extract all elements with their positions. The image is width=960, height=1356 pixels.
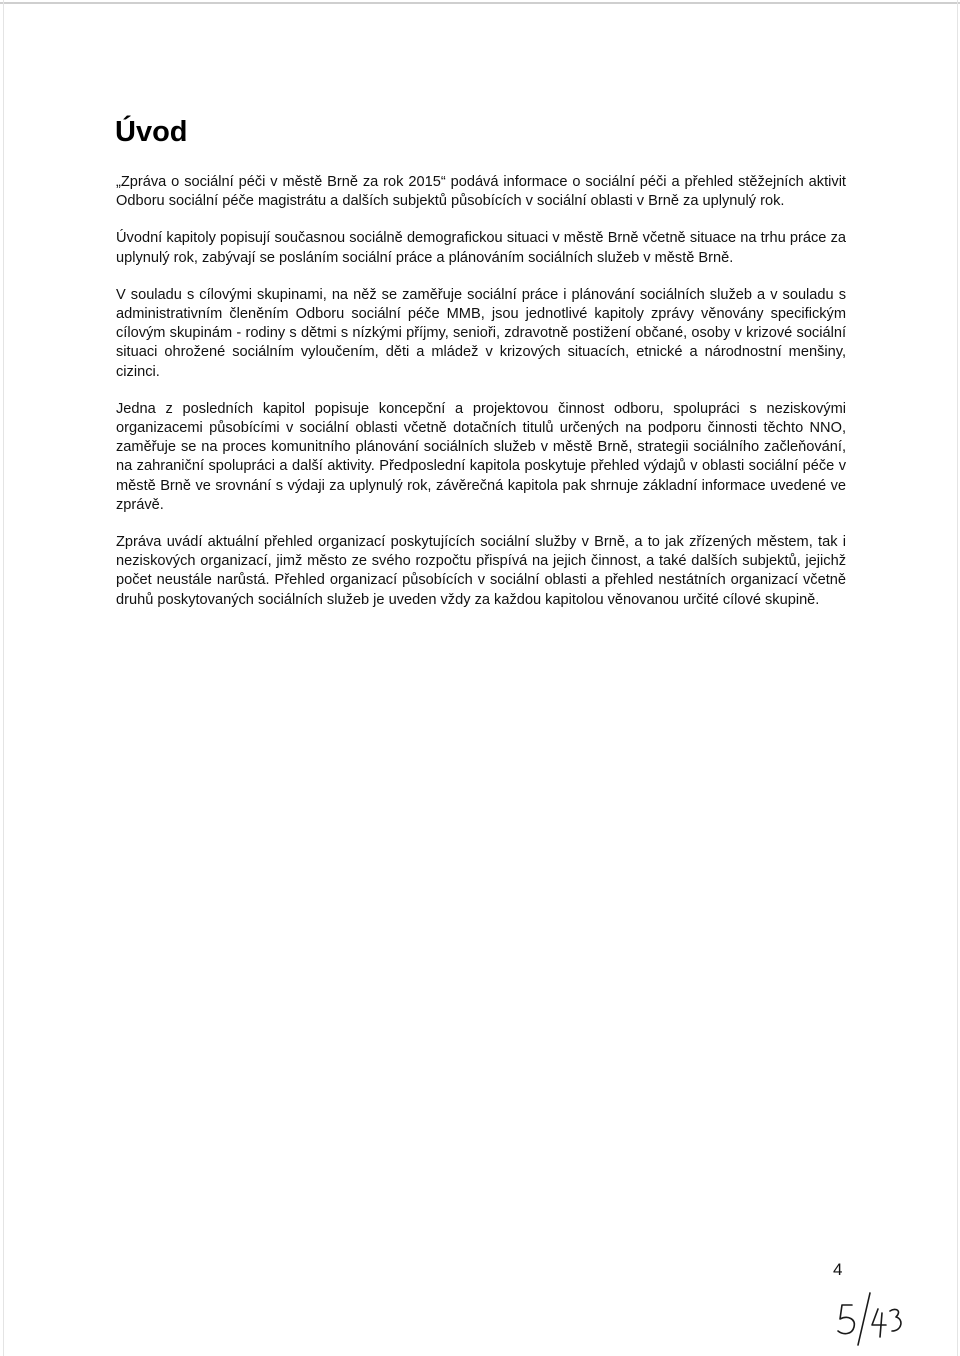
page-title: Úvod bbox=[115, 116, 188, 148]
scan-top-edge bbox=[0, 2, 960, 4]
paragraph-1: „Zpráva o sociální péči v městě Brně za rok 2015“ podává informace o sociální péči a přehled stěžejních aktivit Odboru sociální péče magistrátu a dalších subjektů působících v sociální oblasti v Brně za uplynulý rok. bbox=[116, 174, 846, 210]
paragraph-3: V souladu s cílovými skupinami, na něž se zaměřuje sociální práce i plánování sociálních služeb a v souladu s administrativním členěním Odboru sociální péče MMB, jsou jednotlivé kapitoly zprávy věnovány specifickým cílovým skupinám - rodiny s dětmi s nízkými příjmy, senioři, zdravotně postižení občané, osoby v krizové sociální situaci ohrožené sociálním vyloučením, děti a mládež v krizových situacích, etnické a národnostní menšiny, cizinci. bbox=[116, 286, 846, 380]
scan-left-edge bbox=[3, 0, 4, 1356]
handwritten-page-mark bbox=[830, 1287, 910, 1351]
document-body bbox=[116, 173, 846, 628]
paragraph-4: Jedna z posledních kapitol popisuje koncepční a projektovou činnost odboru, spolupráci s neziskovými organizacemi působícími v sociální oblasti včetně dotačních titulů určených na podporu činnosti těchto NNO, zaměřuje se na proces komunitního plánování sociálních služeb v městě Brně, strategii sociálního začleňování, na zahraniční spolupráci a další aktivity. Předposlední kapitola poskytuje přehled výdajů v oblasti sociální péče v městě Brně ve srovnání s výdaji za uplynulý rok, závěrečná kapitola pak shrnuje základní informace uvedené ve zprávě. bbox=[116, 400, 846, 513]
paragraph-5: Zpráva uvádí aktuální přehled organizací poskytujících sociální služby v Brně, a to jak zřízených městem, tak i neziskových organizací, jimž město ze svého rozpočtu přispívá na jejich činnost, a také dalších subjektů, jejichž počet neustále narůstá. Přehled organizací působících v sociální oblasti a přehled nestátních organizací včetně druhů poskytovaných sociálních služeb je uveden vždy za každou kapitolou věnovanou určité cílové skupině. bbox=[116, 534, 846, 608]
scan-right-edge bbox=[957, 0, 958, 1356]
page-number: 4 bbox=[833, 1260, 843, 1279]
paragraph-2: Úvodní kapitoly popisují současnou sociálně demografickou situaci v městě Brně včetně situace na trhu práce za uplynulý rok, zabývají se posláním sociální práce a plánováním sociálních služeb v městě Brně. bbox=[116, 230, 846, 266]
